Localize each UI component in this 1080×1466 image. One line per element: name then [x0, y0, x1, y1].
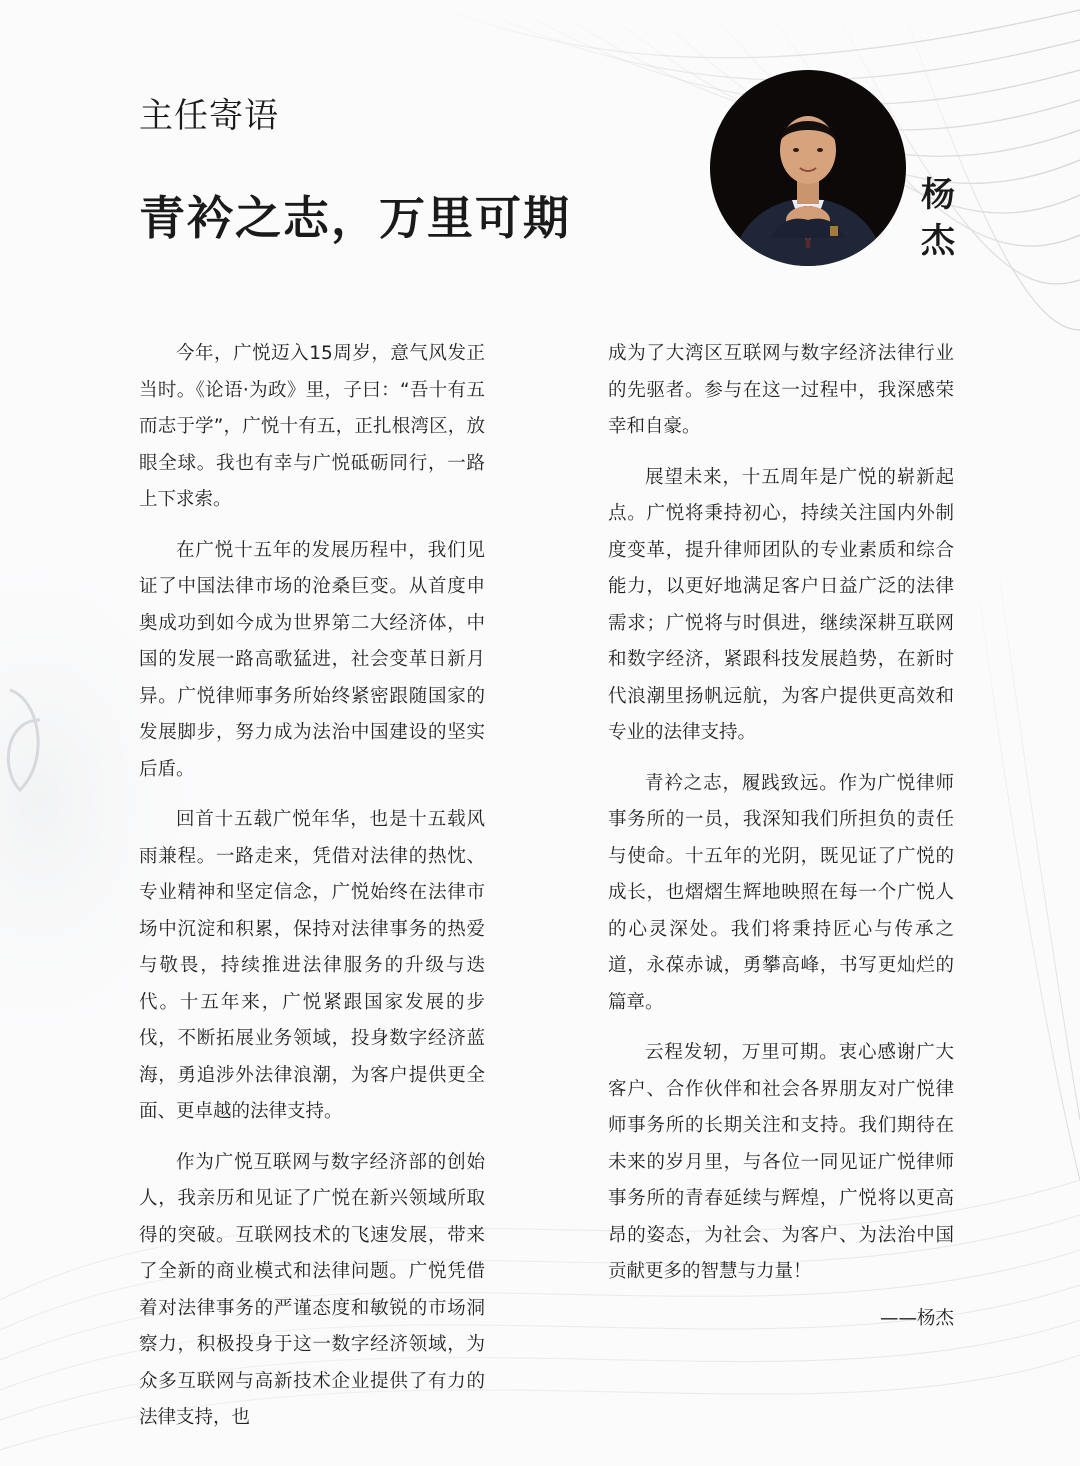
- paragraph: 今年，广悦迈入15周岁，意气风发正当时。《论语·为政》里，子曰：“吾十有五而志于学”，广悦十有五，正扎根湾区，放眼全球。我也有幸与广悦砥砺同行，一路上下求索。: [139, 343, 485, 510]
- paragraph: 作为广悦互联网与数字经济部的创始人，我亲历和见证了广悦在新兴领域所取得的突破。互联网技术的飞速发展，带来了全新的商业模式和法律问题。广悦凭借着对法律事务的严谨态度和敏锐的市场洞察力，积极投身于这一数字经济领域，为众多互联网与高新技术企业提供了有力的法律支持，也: [139, 1151, 485, 1428]
- right-text-column: [608, 336, 954, 1337]
- signature: ——杨杰: [879, 1307, 954, 1329]
- person-photo-icon: [710, 70, 906, 266]
- left-text-column: [139, 336, 485, 1451]
- paragraph: 在广悦十五年的发展历程中，我们见证了中国法律市场的沧桑巨变。从首度申奥成功到如今成为世界第二大经济体，中国的发展一路高歌猛进，社会变革日新月异。广悦律师事务所始终紧密跟随国家的发展脚步，努力成为法治中国建设的坚实后盾。: [139, 539, 485, 780]
- page-title: 青衿之志，万里可期: [139, 191, 571, 245]
- author-name-line2: 杰: [921, 221, 955, 261]
- author-name-line1: 杨: [921, 175, 955, 215]
- author-portrait: [710, 70, 906, 266]
- paragraph: 展望未来，十五周年是广悦的崭新起点。广悦将秉持初心，持续关注国内外制度变革，提升律师团队的专业素质和综合能力，以更好地满足客户日益广泛的法律需求；广悦将与时俱进，继续深耕互联网和数字经济，紧跟科技发展趋势，在新时代浪潮里扬帆远航，为客户提供更高效和专业的法律支持。: [608, 466, 954, 743]
- paragraph: 成为了大湾区互联网与数字经济法律行业的先驱者。参与在这一过程中，我深感荣幸和自豪。: [608, 343, 954, 437]
- paragraph: 青衿之志，履践致远。作为广悦律师事务所的一员，我深知我们所担负的责任与使命。十五年的光阴，既见证了广悦的成长，也熠熠生辉地映照在每一个广悦人的心灵深处。我们将秉持匠心与传承之道，永葆赤诚，勇攀高峰，书写更灿烂的篇章。: [608, 772, 954, 1013]
- paragraph: 云程发轫，万里可期。衷心感谢广大客户、合作伙伴和社会各界朋友对广悦律师事务所的长期关注和支持。我们期待在未来的岁月里，与各位一同见证广悦律师事务所的青春延续与辉煌，广悦将以更高昂的姿态，为社会、为客户、为法治中国贡献更多的智慧与力量！: [608, 1042, 954, 1282]
- author-name: [918, 172, 958, 264]
- paragraph: 回首十五载广悦年华，也是十五载风雨兼程。一路走来，凭借对法律的热忱、专业精神和坚定信念，广悦始终在法律市场中沉淀和积累，保持对法律事务的热爱与敬畏，持续推进法律服务的升级与迭代。十五年来，广悦紧跟国家发展的步伐，不断拓展业务领域，投身数字经济蓝海，勇追涉外法律浪潮，为客户提供更全面、更卓越的法律支持。: [139, 809, 485, 1122]
- section-label: 主任寄语: [139, 96, 279, 136]
